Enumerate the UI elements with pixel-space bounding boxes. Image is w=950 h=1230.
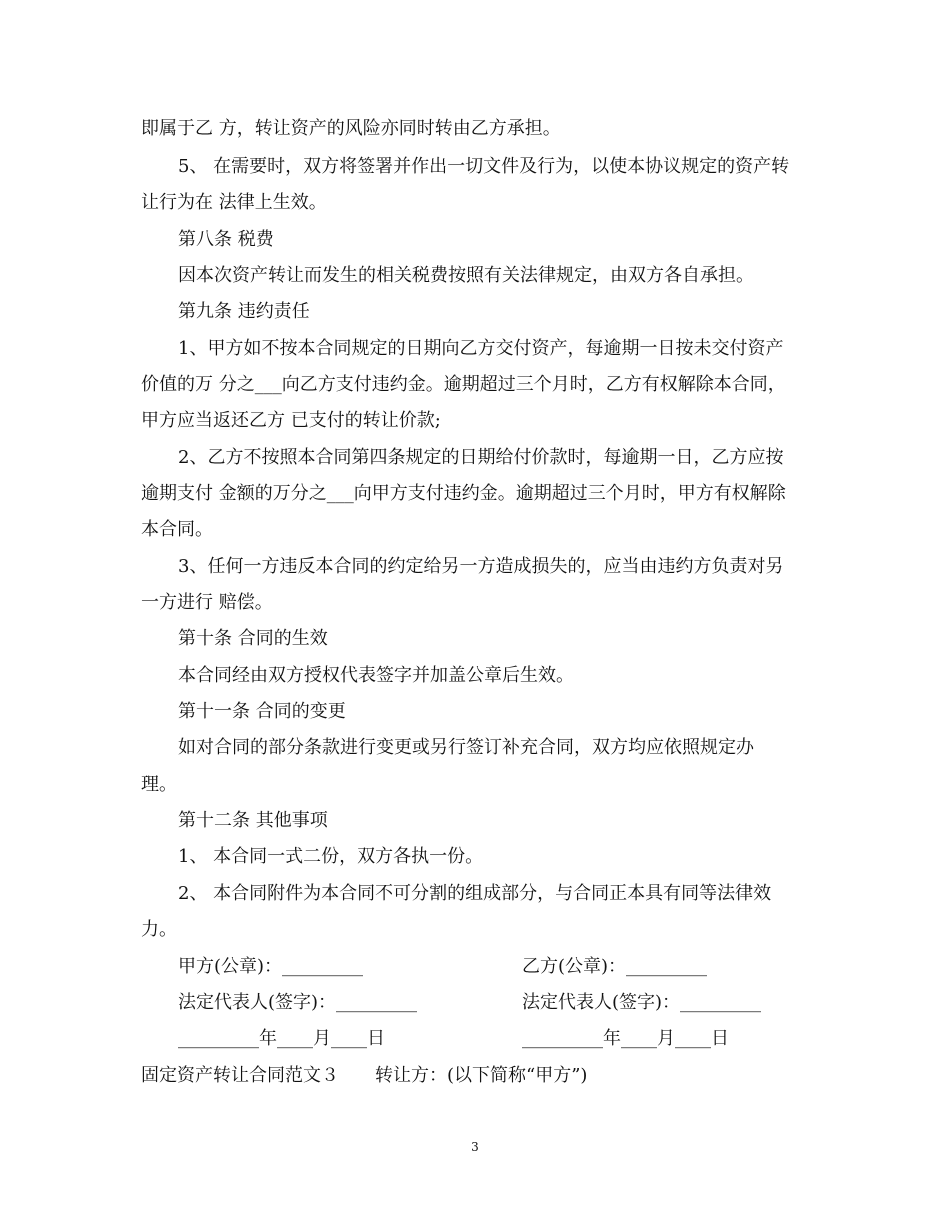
paragraph-line: 本合同经由双方授权代表签字并加盖公章后生效。: [178, 665, 574, 686]
party-a-date-line: _________年____月____日: [178, 1028, 385, 1049]
paragraph-line: 2、 本合同附件为本合同不可分割的组成部分，与合同正本具有同等法律效: [178, 883, 772, 904]
paragraph-line: 价值的万 分之___向乙方支付违约金。逾期超过三个月时，乙方有权解除本合同，: [141, 374, 786, 395]
paragraph-line: 理。: [141, 774, 177, 795]
paragraph-line: 本合同。: [141, 519, 213, 540]
section-heading: 第十二条 其他事项: [178, 810, 328, 831]
paragraph-line: 1、甲方如不按本合同规定的日期向乙方交付资产，每逾期一日按未交付资产: [178, 338, 784, 359]
party-b-seal-line: 乙方(公章)：_________: [522, 956, 708, 977]
paragraph-line: 一方进行 赔偿。: [141, 592, 273, 613]
section-heading: 第九条 违约责任: [178, 301, 310, 322]
next-document-heading: 固定资产转让合同范文３ 转让方：(以下简称“甲方”): [141, 1065, 588, 1086]
paragraph-line: 5、 在需要时，双方将签署并作出一切文件及行为，以使本协议规定的资产转: [178, 156, 790, 177]
party-b-representative-line: 法定代表人(签字)：_________: [522, 992, 762, 1013]
paragraph-line: 3、任何一方违反本合同的约定给另一方造成损失的，应当由违约方负责对另: [178, 556, 784, 577]
paragraph-line: 如对合同的部分条款进行变更或另行签订补充合同，双方均应依照规定办: [178, 737, 754, 758]
paragraph-line: 因本次资产转让而发生的相关税费按照有关法律规定，由双方各自承担。: [178, 265, 754, 286]
section-heading: 第十一条 合同的变更: [178, 701, 346, 722]
paragraph-line: 2、乙方不按照本合同第四条规定的日期给付价款时，每逾期一日，乙方应按: [178, 447, 784, 468]
section-heading: 第十条 合同的生效: [178, 628, 328, 649]
paragraph-line: 让行为在 法律上生效。: [141, 192, 327, 213]
paragraph-line: 1、 本合同一式二份，双方各执一份。: [178, 846, 484, 867]
page-number: 3: [471, 1140, 479, 1154]
paragraph-line: 即属于乙 方，转让资产的风险亦同时转由乙方承担。: [141, 118, 561, 139]
party-a-representative-line: 法定代表人(签字)：_________: [178, 992, 418, 1013]
paragraph-line: 力。: [141, 919, 177, 940]
section-heading: 第八条 税费: [178, 229, 274, 250]
paragraph-line: 甲方应当返还乙方 已支付的转让价款;: [141, 410, 441, 431]
paragraph-line: 逾期支付 金额的万分之___向甲方支付违约金。逾期超过三个月时，甲方有权解除: [141, 483, 786, 504]
party-a-seal-line: 甲方(公章)：_________: [178, 956, 364, 977]
party-b-date-line: _________年____月____日: [522, 1028, 729, 1049]
